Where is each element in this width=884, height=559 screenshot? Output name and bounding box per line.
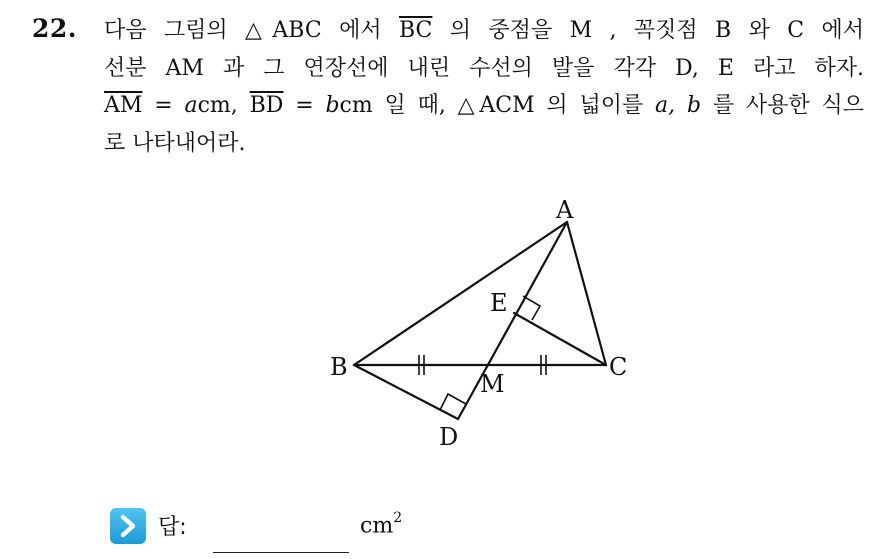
right-angle-mark-d [440,394,466,410]
label-b: B [330,353,348,381]
problem-number: 22. [32,14,77,43]
label-c: C [609,353,628,381]
line-ad [458,222,567,419]
problem-line-3-part-4: cm 일 때, △ACM 의 넓이를 [339,93,656,118]
answer-unit-exponent: 2 [393,510,403,526]
label-m: M [480,370,505,398]
problem-line-2: 선분 AM 과 그 연장선에 내린 수선의 발을 각각 D, E 라고 하자. [104,55,864,81]
segment-bd-line [354,365,458,419]
answer-row [110,508,430,548]
segment-am: $\overline{AM}$ [104,93,143,118]
problem-line-3-part-5: 를 사용한 식으 [701,93,864,118]
label-d: D [439,423,459,451]
segment-bd: $\overline{BD}$ [249,93,284,118]
variable-a: a [184,93,198,118]
label-a: A [556,196,574,224]
problem-line-3-eq-1: = [142,93,185,118]
problem-line-3-unit-1: cm, [197,93,250,118]
label-e: E [490,289,508,317]
answer-label: 답: [158,515,187,540]
variable-b: b [325,93,340,118]
answer-unit-base: cm [360,513,394,539]
segment-ce-line [514,313,606,365]
side-ac [567,222,606,365]
problem-line-1-part-1: 다음 그림의 △ABC 에서 [104,18,399,43]
right-angle-mark-e [523,296,540,320]
chevron-right-icon [110,508,146,544]
problem-line-3-eq-2: = [283,93,326,118]
problem-line-1-part-2: 의 중점을 M , 꼭짓점 B 와 C 에서 [432,18,864,43]
problem-line-4: 로 나타내어라. [104,130,246,156]
side-ab [354,222,567,365]
answer-unit [360,512,402,538]
variables-a-b: a, b [655,93,702,118]
answer-blank[interactable] [213,552,349,553]
segment-bc: $\overline{BC}$ [398,18,433,43]
